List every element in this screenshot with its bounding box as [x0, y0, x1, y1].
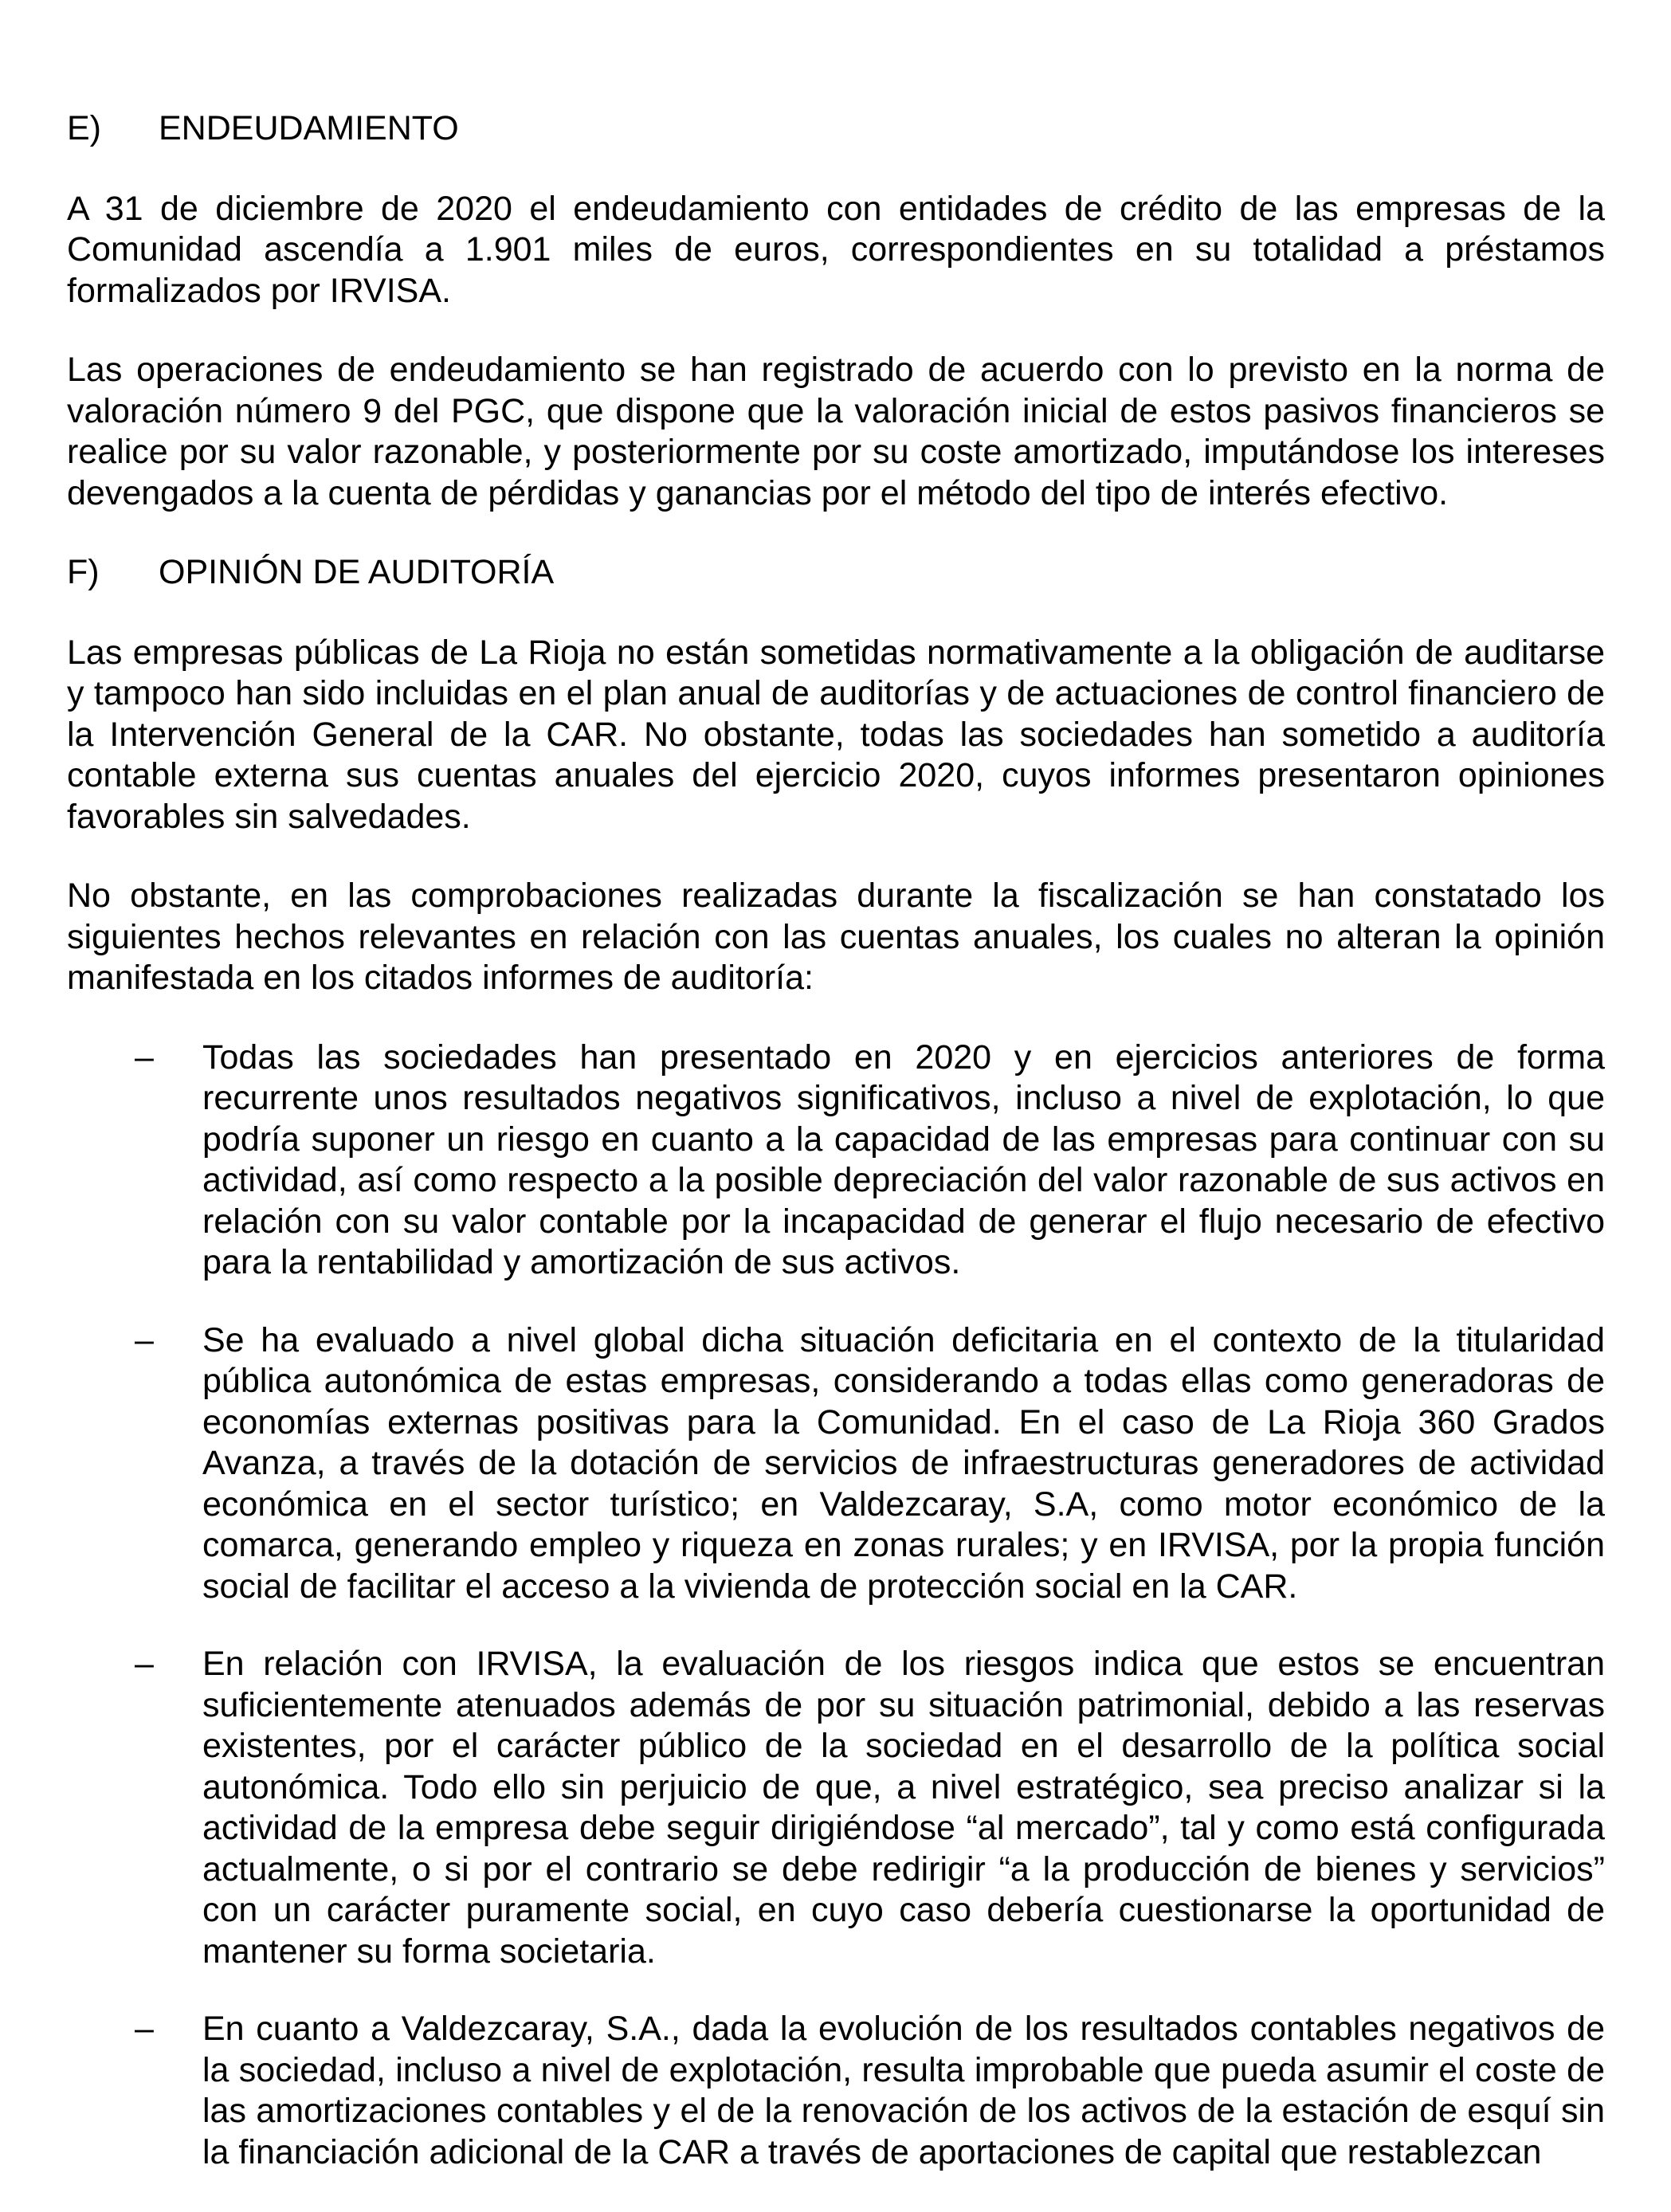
- section-title: OPINIÓN DE AUDITORÍA: [159, 553, 555, 591]
- list-item-text: En relación con IRVISA, la evaluación de los riesgos indica que estos se encuentran suficientemente atenuados además de por su situación patrimonial, debido a las reservas existentes, por el carácter público de la sociedad en el desarrollo de la política social autonómica. Todo ello sin perjuicio de que, a nivel estratégico, sea preciso analizar si la actividad de la empresa debe seguir dirigiéndose “al mercado”, tal y como está configurada actualmente, o si por el contrario se debe redirigir “a la producción de bienes y servicios” con un carácter puramente social, en cuyo caso debería cuestionarse la oportunidad de mantener su forma societaria.: [202, 1645, 1605, 1971]
- list-item: [67, 1644, 1605, 1972]
- paragraph-auditoria-externa: Las empresas públicas de La Rioja no están sometidas normativamente a la obligación de auditarse y tampoco han sido incluidas en el plan anual de auditorías y de actuaciones de control financiero de la Intervención General de la CAR. No obstante, todas las sociedades han sometido a auditoría contable externa sus cuentas anuales del ejercicio 2020, cuyos informes presentaron opiniones favorables sin salvedades.: [67, 633, 1605, 836]
- document-page: [67, 108, 1605, 2173]
- list-item: [67, 1037, 1605, 1284]
- section-heading-endeudamiento: [67, 108, 1605, 150]
- section-number: E): [67, 109, 101, 147]
- paragraph-endeudamiento-valoracion: Las operaciones de endeudamiento se han registrado de acuerdo con lo previsto en la norma de valoración número 9 del PGC, que dispone que la valoración inicial de estos pasivos financieros se realice por su valor razonable, y posteriormente por su coste amortizado, imputándose los intereses devengados a la cuenta de pérdidas y ganancias por el método del tipo de interés efectivo.: [67, 351, 1605, 512]
- bullet-dash: –: [135, 1645, 154, 1683]
- paragraph-hechos-relevantes: No obstante, en las comprobaciones realizadas durante la fiscalización se han constatado los siguientes hechos relevantes en relación con las cuentas anuales, los cuales no alteran la opinión manifestada en los citados informes de auditoría:: [67, 877, 1605, 997]
- section-number: F): [67, 553, 100, 591]
- bullet-dash: –: [135, 1320, 154, 1359]
- bullet-dash: –: [135, 2010, 154, 2048]
- section-title: ENDEUDAMIENTO: [159, 109, 459, 147]
- list-item-text: En cuanto a Valdezcaray, S.A., dada la evolución de los resultados contables negativos de la sociedad, incluso a nivel de explotación, resulta improbable que pueda asumir el coste de las amortizaciones contables y el de la renovación de los activos de la estación de esquí sin la financiación adicional de la CAR a través de aportaciones de capital que restablezcan: [202, 2010, 1605, 2171]
- bullet-dash: –: [135, 1037, 154, 1077]
- list-item-text: Todas las sociedades han presentado en 2020 y en ejercicios anteriores de forma recurrente unos resultados negativos significativos, incluso a nivel de explotación, lo que podría suponer un riesgo en cuanto a la capacidad de las empresas para continuar con su actividad, así como respecto a la posible depreciación del valor razonable de sus activos en relación con su valor contable por la incapacidad de generar el flujo necesario de efectivo para la rentabilidad y amortización de sus activos.: [202, 1037, 1605, 1281]
- section-heading-opinion-auditoria: [67, 552, 1605, 594]
- list-item: [67, 2009, 1605, 2173]
- list-item-text: Se ha evaluado a nivel global dicha situación deficitaria en el contexto de la titularidad pública autonómica de estas empresas, considerando a todas ellas como generadoras de economías externas positivas para la Comunidad. En el caso de La Rioja 360 Grados Avanza, a través de la dotación de servicios de infraestructuras generadores de actividad económica en el sector turístico; en Valdezcaray, S.A, como motor económico de la comarca, generando empleo y riqueza en zonas rurales; y en IRVISA, por la propia función social de facilitar el acceso a la vivienda de protección social en la CAR.: [202, 1320, 1605, 1606]
- paragraph-endeudamiento-total: A 31 de diciembre de 2020 el endeudamiento con entidades de crédito de las empresas de la Comunidad ascendía a 1.901 miles de euros, correspondientes en su totalidad a préstamos formalizados por IRVISA.: [67, 189, 1605, 310]
- list-item: [67, 1320, 1605, 1608]
